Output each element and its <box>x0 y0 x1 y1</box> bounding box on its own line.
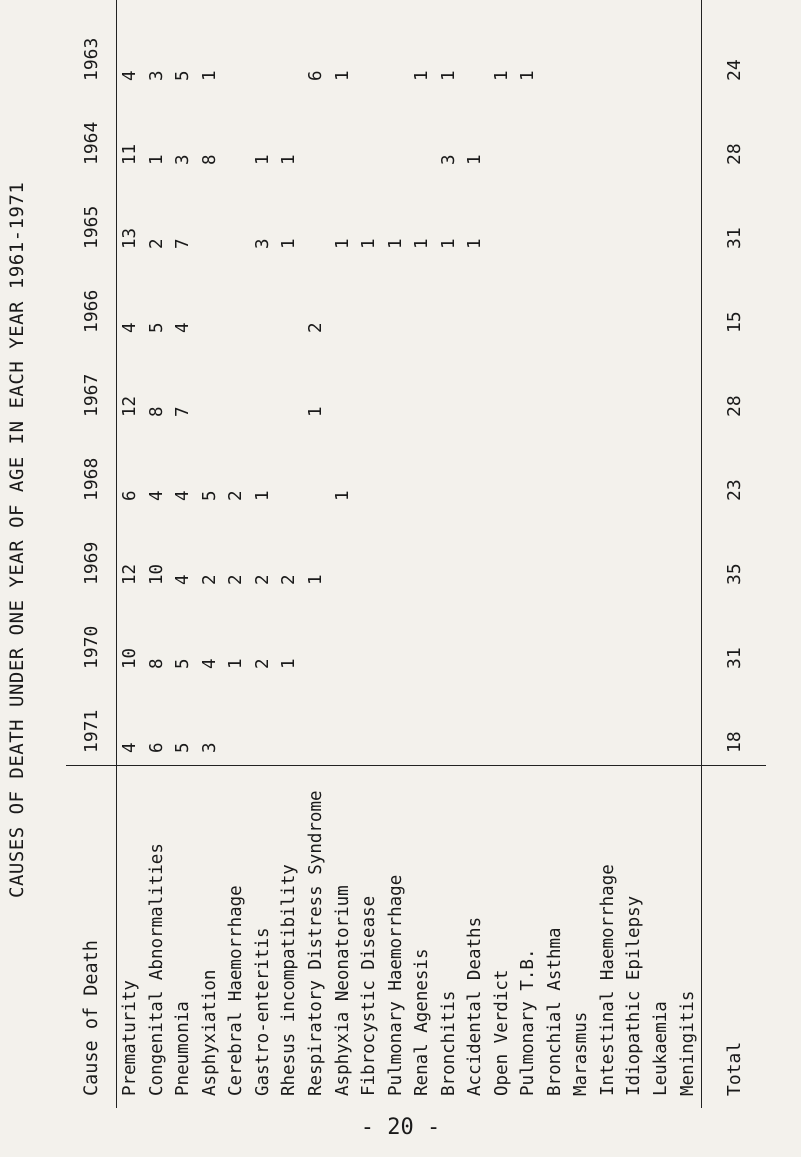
value-cell <box>276 345 303 429</box>
value-cell <box>568 345 595 429</box>
value-cell <box>648 93 675 177</box>
value-cell <box>648 177 675 261</box>
value-cell <box>356 345 383 429</box>
table-row <box>621 0 648 1108</box>
value-cell <box>117 0 144 9</box>
cause-cell: Meningitis <box>674 766 701 1109</box>
value-cell: 3 <box>252 238 273 249</box>
value-cell: 1 <box>385 238 406 249</box>
value-cell <box>488 177 515 261</box>
value-cell: 1 <box>412 238 433 249</box>
value-cell <box>595 261 622 345</box>
value-cell: 5 <box>173 742 194 753</box>
cause-cell: Marasmus <box>568 766 595 1109</box>
value-cell <box>382 513 409 597</box>
value-cell: 3 <box>199 742 220 753</box>
value-cell <box>542 93 569 177</box>
value-cell <box>303 0 330 9</box>
value-cell: 4 <box>199 658 220 669</box>
table-row <box>648 0 675 1108</box>
cause-cell: Congenital Abnormalities <box>144 766 171 1109</box>
value-cell: 5 <box>173 70 194 81</box>
column-header-year: 1968 <box>66 429 117 513</box>
table-row <box>542 0 569 1108</box>
value-cell: 1 <box>332 490 353 501</box>
total-cell: 23 <box>702 429 767 513</box>
value-cell: 1 <box>491 70 512 81</box>
value-cell <box>250 345 277 429</box>
value-cell <box>250 9 277 93</box>
value-cell <box>276 9 303 93</box>
value-cell <box>356 681 383 766</box>
value-cell: 1 <box>412 70 433 81</box>
value-cell <box>329 345 356 429</box>
value-cell: 5 <box>173 658 194 669</box>
value-cell <box>568 0 595 9</box>
cause-cell: Prematurity <box>117 766 144 1109</box>
cause-cell: Cerebral Haemorrhage <box>223 766 250 1109</box>
value-cell: 2 <box>146 238 167 249</box>
value-cell <box>462 345 489 429</box>
value-cell <box>488 345 515 429</box>
cause-cell: Idiopathic Epilepsy <box>621 766 648 1109</box>
cause-cell: Asphyxia Neonatorium <box>329 766 356 1109</box>
value-cell <box>223 177 250 261</box>
value-cell <box>223 9 250 93</box>
column-header-year: 1963 <box>66 9 117 93</box>
total-cell <box>702 0 767 9</box>
value-cell <box>303 597 330 681</box>
value-cell <box>568 513 595 597</box>
value-cell: 11 <box>120 143 141 165</box>
table-row <box>170 0 197 1108</box>
value-cell <box>435 429 462 513</box>
value-cell <box>595 9 622 93</box>
table-row <box>435 0 462 1108</box>
value-cell: 5 <box>199 490 220 501</box>
value-cell <box>515 345 542 429</box>
causes-of-death-table <box>66 0 766 1108</box>
value-cell <box>488 429 515 513</box>
value-cell <box>568 681 595 766</box>
rotated-table <box>66 37 766 1108</box>
value-cell <box>488 597 515 681</box>
value-cell: 8 <box>146 406 167 417</box>
value-cell <box>356 513 383 597</box>
value-cell: 1 <box>252 490 273 501</box>
value-cell: 1 <box>226 658 247 669</box>
header-row <box>66 0 117 1108</box>
cause-cell: Bronchial Asthma <box>542 766 569 1109</box>
table-row <box>595 0 622 1108</box>
value-cell <box>356 0 383 9</box>
cause-cell: Accidental Deaths <box>462 766 489 1109</box>
value-cell <box>250 261 277 345</box>
value-cell: 1 <box>252 154 273 165</box>
table-row <box>382 0 409 1108</box>
value-cell <box>621 93 648 177</box>
value-cell <box>435 681 462 766</box>
value-cell <box>542 9 569 93</box>
value-cell <box>488 513 515 597</box>
value-cell <box>595 345 622 429</box>
table-row <box>144 0 171 1108</box>
value-cell <box>674 93 701 177</box>
table-row <box>488 0 515 1108</box>
value-cell <box>435 597 462 681</box>
value-cell <box>674 345 701 429</box>
value-cell: 12 <box>120 395 141 417</box>
value-cell <box>568 597 595 681</box>
value-cell <box>542 429 569 513</box>
total-cell: 24 <box>702 9 767 93</box>
value-cell <box>595 429 622 513</box>
value-cell <box>648 0 675 9</box>
column-header-year: 1964 <box>66 93 117 177</box>
total-cell: 35 <box>702 513 767 597</box>
value-cell <box>276 681 303 766</box>
total-cell: 18 <box>702 681 767 766</box>
page-number: - 20 - <box>360 1115 441 1140</box>
value-cell <box>144 0 171 9</box>
value-cell <box>223 93 250 177</box>
value-cell: 4 <box>120 70 141 81</box>
value-cell <box>382 9 409 93</box>
value-cell <box>488 681 515 766</box>
value-cell: 13 <box>120 227 141 249</box>
column-header-year: 1970 <box>66 597 117 681</box>
value-cell <box>542 597 569 681</box>
value-cell <box>621 513 648 597</box>
value-cell <box>435 0 462 9</box>
cause-cell: Pneumonia <box>170 766 197 1109</box>
value-cell: 4 <box>173 490 194 501</box>
value-cell <box>648 597 675 681</box>
value-cell <box>462 261 489 345</box>
value-cell: 2 <box>199 574 220 585</box>
value-cell <box>674 597 701 681</box>
total-label: Total <box>702 766 767 1109</box>
value-cell <box>568 9 595 93</box>
value-cell <box>170 0 197 9</box>
value-cell <box>462 597 489 681</box>
value-cell: 3 <box>146 70 167 81</box>
value-cell <box>382 0 409 9</box>
cause-cell: Open Verdict <box>488 766 515 1109</box>
value-cell <box>382 93 409 177</box>
cause-cell: Leukaemia <box>648 766 675 1109</box>
value-cell <box>674 261 701 345</box>
value-cell <box>674 681 701 766</box>
value-cell: 1 <box>146 154 167 165</box>
value-cell: 4 <box>173 574 194 585</box>
value-cell <box>621 681 648 766</box>
value-cell <box>621 597 648 681</box>
value-cell: 10 <box>146 563 167 585</box>
table-row <box>329 0 356 1108</box>
column-header-cause: Cause of Death <box>66 766 117 1109</box>
value-cell: 1 <box>332 238 353 249</box>
value-cell: 1 <box>332 70 353 81</box>
column-header-year: 1969 <box>66 513 117 597</box>
value-cell <box>595 93 622 177</box>
value-cell <box>674 0 701 9</box>
value-cell: 8 <box>146 658 167 669</box>
value-cell: 1 <box>518 70 539 81</box>
value-cell <box>197 345 224 429</box>
table-body <box>117 0 702 1108</box>
value-cell: 2 <box>226 574 247 585</box>
table-row <box>515 0 542 1108</box>
value-cell <box>621 345 648 429</box>
value-cell <box>621 9 648 93</box>
value-cell <box>595 681 622 766</box>
value-cell <box>276 429 303 513</box>
value-cell <box>515 0 542 9</box>
value-cell: 1 <box>359 238 380 249</box>
value-cell <box>648 429 675 513</box>
cause-cell: Pulmonary T.B. <box>515 766 542 1109</box>
value-cell <box>276 0 303 9</box>
value-cell: 1 <box>465 238 486 249</box>
value-cell <box>621 177 648 261</box>
value-cell <box>515 93 542 177</box>
total-cell: 31 <box>702 597 767 681</box>
value-cell: 1 <box>199 70 220 81</box>
value-cell: 1 <box>279 238 300 249</box>
table-row <box>117 0 144 1108</box>
value-cell <box>356 597 383 681</box>
value-cell: 3 <box>438 154 459 165</box>
column-header-year: 1967 <box>66 345 117 429</box>
value-cell <box>488 93 515 177</box>
value-cell <box>462 681 489 766</box>
value-cell: 6 <box>306 70 326 81</box>
column-header-year <box>66 0 117 9</box>
value-cell: 1 <box>306 406 326 417</box>
value-cell <box>250 681 277 766</box>
total-row <box>702 0 767 1108</box>
value-cell <box>621 429 648 513</box>
value-cell <box>568 93 595 177</box>
value-cell: 1 <box>306 574 326 585</box>
value-cell <box>409 345 436 429</box>
value-cell <box>515 597 542 681</box>
value-cell <box>435 261 462 345</box>
value-cell <box>542 177 569 261</box>
value-cell <box>223 261 250 345</box>
table-row <box>303 0 330 1108</box>
total-cell: 28 <box>702 345 767 429</box>
total-cell: 15 <box>702 261 767 345</box>
value-cell <box>674 9 701 93</box>
value-cell <box>197 261 224 345</box>
value-cell <box>409 261 436 345</box>
column-header-year: 1966 <box>66 261 117 345</box>
value-cell <box>595 0 622 9</box>
value-cell <box>648 261 675 345</box>
value-cell <box>542 345 569 429</box>
value-cell <box>648 9 675 93</box>
column-header-year: 1971 <box>66 681 117 766</box>
value-cell: 5 <box>146 322 167 333</box>
value-cell <box>488 0 515 9</box>
value-cell <box>515 261 542 345</box>
value-cell <box>462 0 489 9</box>
cause-cell: Asphyxiation <box>197 766 224 1109</box>
value-cell <box>515 681 542 766</box>
value-cell <box>329 513 356 597</box>
value-cell <box>409 513 436 597</box>
value-cell <box>409 0 436 9</box>
value-cell <box>356 93 383 177</box>
value-cell <box>515 429 542 513</box>
value-cell: 4 <box>120 742 141 753</box>
value-cell <box>488 261 515 345</box>
value-cell <box>303 177 330 261</box>
value-cell <box>568 429 595 513</box>
cause-cell: Fibrocystic Disease <box>356 766 383 1109</box>
value-cell <box>648 681 675 766</box>
value-cell: 10 <box>120 647 141 669</box>
value-cell <box>197 177 224 261</box>
value-cell <box>648 345 675 429</box>
value-cell <box>250 0 277 9</box>
value-cell: 4 <box>173 322 194 333</box>
value-cell <box>382 681 409 766</box>
value-cell <box>303 681 330 766</box>
value-cell: 2 <box>252 574 273 585</box>
value-cell <box>621 261 648 345</box>
value-cell: 4 <box>146 490 167 501</box>
value-cell <box>276 261 303 345</box>
value-cell <box>595 513 622 597</box>
value-cell <box>356 261 383 345</box>
value-cell: 4 <box>120 322 141 333</box>
value-cell <box>329 93 356 177</box>
value-cell <box>674 429 701 513</box>
value-cell: 8 <box>199 154 220 165</box>
value-cell <box>197 0 224 9</box>
value-cell <box>542 261 569 345</box>
value-cell <box>356 9 383 93</box>
value-cell: 2 <box>279 574 300 585</box>
value-cell <box>542 681 569 766</box>
table-row <box>462 0 489 1108</box>
column-header-year: 1965 <box>66 177 117 261</box>
value-cell <box>542 0 569 9</box>
table-row <box>276 0 303 1108</box>
value-cell: 2 <box>252 658 273 669</box>
total-cell: 31 <box>702 177 767 261</box>
value-cell <box>409 429 436 513</box>
value-cell <box>462 513 489 597</box>
value-cell: 2 <box>306 322 326 333</box>
table-row <box>568 0 595 1108</box>
value-cell <box>382 345 409 429</box>
value-cell <box>435 513 462 597</box>
value-cell <box>542 513 569 597</box>
table-row <box>409 0 436 1108</box>
value-cell <box>356 429 383 513</box>
value-cell <box>409 93 436 177</box>
page-title: CAUSES OF DEATH UNDER ONE YEAR OF AGE IN EACH YEAR 1961-1971 <box>6 181 28 899</box>
value-cell <box>462 9 489 93</box>
table-row <box>197 0 224 1108</box>
cause-cell: Respiratory Distress Syndrome <box>303 766 330 1109</box>
value-cell <box>303 429 330 513</box>
value-cell: 7 <box>173 238 194 249</box>
value-cell: 1 <box>438 70 459 81</box>
cause-cell: Intestinal Haemorrhage <box>595 766 622 1109</box>
value-cell <box>223 345 250 429</box>
table-row <box>223 0 250 1108</box>
table-row <box>250 0 277 1108</box>
cause-cell: Renal Agenesis <box>409 766 436 1109</box>
value-cell <box>329 0 356 9</box>
value-cell <box>382 261 409 345</box>
value-cell <box>223 681 250 766</box>
value-cell: 12 <box>120 563 141 585</box>
cause-cell: Bronchitis <box>435 766 462 1109</box>
table-row <box>356 0 383 1108</box>
value-cell <box>303 93 330 177</box>
value-cell <box>223 0 250 9</box>
value-cell: 3 <box>173 154 194 165</box>
value-cell <box>595 597 622 681</box>
value-cell: 1 <box>465 154 486 165</box>
table-row <box>674 0 701 1108</box>
cause-cell: Pulmonary Haemorrhage <box>382 766 409 1109</box>
value-cell <box>568 261 595 345</box>
cause-cell: Rhesus incompatibility <box>276 766 303 1109</box>
value-cell <box>515 177 542 261</box>
value-cell: 6 <box>120 490 141 501</box>
value-cell <box>329 261 356 345</box>
value-cell <box>329 681 356 766</box>
value-cell <box>648 513 675 597</box>
value-cell <box>568 177 595 261</box>
table-container <box>66 37 766 1108</box>
value-cell: 1 <box>279 658 300 669</box>
value-cell: 2 <box>226 490 247 501</box>
value-cell <box>435 345 462 429</box>
value-cell: 1 <box>279 154 300 165</box>
value-cell <box>382 429 409 513</box>
value-cell <box>515 513 542 597</box>
value-cell: 6 <box>146 742 167 753</box>
value-cell <box>621 0 648 9</box>
value-cell <box>329 597 356 681</box>
value-cell <box>674 513 701 597</box>
total-cell: 28 <box>702 93 767 177</box>
value-cell: 1 <box>438 238 459 249</box>
cause-cell: Gastro-enteritis <box>250 766 277 1109</box>
value-cell <box>409 597 436 681</box>
value-cell <box>409 681 436 766</box>
value-cell <box>595 177 622 261</box>
value-cell <box>382 597 409 681</box>
value-cell: 7 <box>173 406 194 417</box>
value-cell <box>674 177 701 261</box>
value-cell <box>462 429 489 513</box>
